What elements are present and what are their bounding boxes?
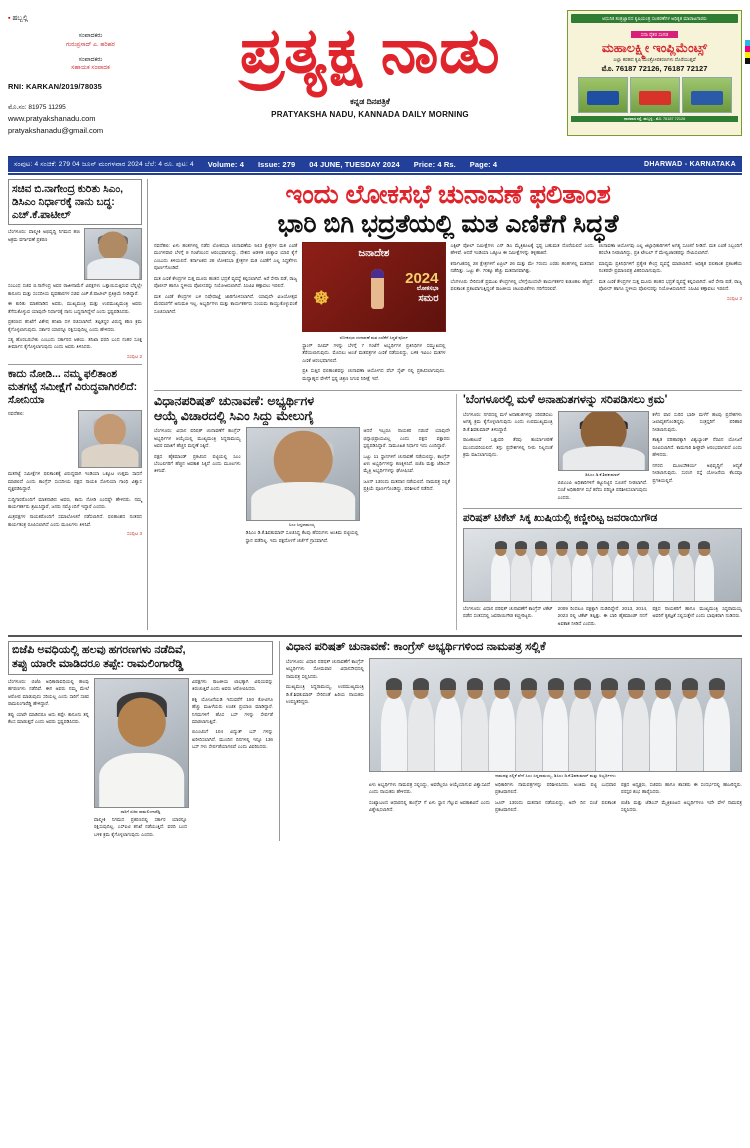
bottom-right-col-4-p2: ಬಿಜೆಪಿ ಮತ್ತು ಜೆಡಿಎಸ್ ಮೈತ್ರಿಕೂಟದ ಅಭ್ಯರ್ಥಿಗಳೂ ಇದೇ ವೇಳೆ ನಾಮಪತ್ರ ಸಲ್ಲಿಸಿದರು. [621, 799, 742, 813]
tagline-kannada: ಕನ್ನಡ ದಿನಪತ್ರಿಕೆ [350, 97, 390, 106]
bottom-left-col-3-p1: ವಿಪಕ್ಷಗಳು ರಾಜಕೀಯ ಲಾಭಕ್ಕಾಗಿ ವಿಷಯವನ್ನು ತಿರುಚುತ್ತಿವೆ ಎಂದು ಅವರು ಆರೋಪಿಸಿದರು. [192, 678, 273, 692]
ad-footer-address: ಧಾರವಾಡ ರಸ್ತೆ, ಹುಬ್ಬಳ್ಳಿ - ಮೊ. 76187 72126 [571, 116, 738, 122]
mid-col-1-p1: ಬೆಂಗಳೂರು: ವಿಧಾನ ಪರಿಷತ್ ಚುನಾವಣೆಗೆ ಕಾಂಗ್ರೆಸ್ ಅಭ್ಯರ್ಥಿಗಳ ಆಯ್ಕೆಯಲ್ಲಿ ಮುಖ್ಯಮಂತ್ರಿ ಸಿದ್ದರಾಮಯ್ಯ ಅವರ ಮಾತಿಗೆ ಹೆಚ್ಚಿನ ಮನ್ನಣೆ ಸಿಕ್ಕಿದೆ. [154, 428, 241, 449]
left-story-2-body-3: ಮಿತ್ರಪಕ್ಷಗಳ ನಾಯಕರೊಂದಿಗೆ ಸಮಾಲೋಚನೆ ನಡೆಸಲಾಗಿದೆ. ಫಲಿತಾಂಶದ ನಂತರದ ಕಾರ್ಯತಂತ್ರ ರೂಪಿಸಲಾಗಿದೆ ಎಂದು ಮೂಲಗಳು ತಿಳಿಸಿವೆ. [8, 514, 142, 527]
mid-story-headline-1: ವಿಧಾನಪರಿಷತ್ ಚುನಾವಣೆ: ಅಭ್ಯರ್ಥಿಗಳ [154, 394, 314, 409]
graphic-sub-1: ಲೋಕಸಭಾ [416, 286, 439, 293]
bottom-right-col-2 [369, 781, 490, 817]
election-graphic [302, 242, 445, 332]
left-story-1-photo [84, 228, 142, 280]
bottom-right-col-3-p1: ಅಧಿಕಾರಿಗಳು ನಾಮಪತ್ರಗಳನ್ನು ಪರಿಶೀಲಿಸಿದರು. ಅಂತಿಮ ಪಟ್ಟಿ ಬುಧವಾರ ಪ್ರಕಟವಾಗಲಿದೆ. [495, 782, 616, 795]
right-story-photo [558, 411, 650, 471]
right-photo-story-group-photo [463, 528, 742, 602]
left-story-1-byline: ಬೆಂಗಳೂರು: ವಾಲ್ಮೀಕಿ ಅಭಿವೃದ್ಧಿ ನಿಗಮದ ಹಣ ಅಕ್ರಮ ವರ್ಗಾವಣೆ ಪ್ರಕರಣ [8, 229, 80, 242]
graphic-sub-2: ಸಮರ [418, 293, 439, 305]
left-story-1-body-3: ಪ್ರಕರಣದ ತನಿಖೆಗೆ ವಿಶೇಷ ತನಿಖಾ ದಳ ರಚಿಸಲಾಗಿದೆ. ತಪ್ಪಿತಸ್ಥರ ವಿರುದ್ಧ ಕಠಿಣ ಕ್ರಮ ಕೈಗೊಳ್ಳಲಾಗುವುದು. ಸರ್ಕಾರ ಯಾರನ್ನೂ ರಕ್ಷಿಸುವುದಿಲ್ಲ ಎಂದು ಹೇಳಿದರು. [8, 319, 142, 332]
bottom-left-photo [94, 678, 189, 808]
contact-email[interactable]: pratyakshanadu@gmail.com [8, 126, 104, 136]
masthead-contact [8, 103, 173, 137]
bottom-left-col-3-p3: ಬಿಎಂಟಿಸಿಗೆ 104 ವಿದ್ಯುತ್ ಬಸ್ ಗಳನ್ನು ಖರೀದಿಸಲಾಗಿದೆ. ಮುಂದಿನ ದಿನಗಳಲ್ಲಿ ಇನ್ನೂ 136 ಬಸ್ ಗಳು ಸೇರ್ಪಡೆಯಾಗಲಿವೆ ಎಂದು ವಿವರಿಸಿದರು. [192, 729, 273, 750]
mid-story-headline-2: ಆಯ್ಕೆ ವಿಚಾರದಲ್ಲಿ ಸಿಎಂ ಸಿದ್ದು ಮೇಲುಗೈ [154, 409, 314, 424]
right-col-2-p1: ಬಿಬಿಎಂಪಿ ಅಧಿಕಾರಿಗಳಿಗೆ ಕಟ್ಟುನಿಟ್ಟಿನ ಸೂಚನೆ ನೀಡಲಾಗಿದೆ. ಸಂಜೆ ಅಧಿಕಾರಿಗಳ ಸಭೆ ಕರೆದು ಪರಿಸ್ಥಿತಿ ಪರಿಶೀಲಿಸಲಾಗುವುದು ಎಂದರು. [557, 480, 648, 500]
editor-name-2: ಸಹಾಯಕ ಸಂಪಾದಕ [71, 64, 110, 71]
masthead-left-info [8, 6, 173, 137]
issue-number: Issue: 279 [257, 160, 296, 169]
lead-headline-line-1: ಇಂದು ಲೋಕಸಭೆ ಚುನಾವಣೆ ಫಲಿತಾಂಶ [285, 179, 611, 209]
tagline-english: PRATYAKSHA NADU, KANNADA DAILY MORNING [271, 110, 469, 119]
lead-col-1-p1: ನವದೆಹಲಿ: ಏಳು ಹಂತಗಳಲ್ಲಿ ನಡೆದ ಲೋಕಸಭಾ ಚುನಾವಣೆಯ 543 ಕ್ಷೇತ್ರಗಳ ಮತ ಎಣಿಕೆ ಮಂಗಳವಾರ ಬೆಳಗ್ಗೆ 8 ಗಂಟೆಯಿಂದ ಆರಂಭವಾಗಲಿದ್ದು, ದೇಶದ ಆಡಳಿತ ಚುಕ್ಕಾಣಿ ಯಾರ ಕೈಗೆ ಎಂಬುದು ತಿಳಿಯಲಿದೆ. ಕರ್ನಾಟಕದ 28 ಲೋಕಸಭಾ ಕ್ಷೇತ್ರಗಳ ಮತ ಎಣಿಕೆಗೆ ಎಲ್ಲ ಸಿದ್ಧತೆಗಳು ಪೂರ್ಣಗೊಂಡಿವೆ. [154, 243, 298, 271]
ad-subtitle: ಎಲ್ಲಾ ತರಹದ ಕೃಷಿ ಯಂತ್ರೋಪಕರಣಗಳು ದೊರೆಯುತ್ತವೆ [613, 57, 696, 63]
bottom-right-col-4-p1: ಪಕ್ಷದ ಅಧ್ಯಕ್ಷರು, ಸಚಿವರು ಹಾಗೂ ಶಾಸಕರು ಈ ಸಂದರ್ಭದಲ್ಲಿ ಹಾಜರಿದ್ದರು. ಪರಸ್ಪರ ಶುಭ ಹಾರೈಸಿದರು. [621, 782, 742, 795]
mid-story-photo [246, 427, 361, 521]
left-story-2-body-2: ಸುದ್ದಿಗಾರರೊಂದಿಗೆ ಮಾತನಾಡಿದ ಅವರು, ಕಾದು ನೋಡಿ ಎಂದಷ್ಟೇ ಹೇಳಿದರು. ನಮ್ಮ ಕಾರ್ಯಕರ್ತರು ಶ್ರಮಿಸಿದ್ದಾರೆ, ಜನರು ನಮ್ಮೊಂದಿಗೆ ಇದ್ದಾರೆ ಎಂದರು. [8, 496, 142, 509]
right-photo-story[interactable] [463, 508, 742, 630]
editor-label-1: ಸಂಪಾದಕರು [78, 33, 103, 40]
mid-col-3 [363, 427, 450, 547]
right-story[interactable] [456, 394, 742, 630]
bottom-right-col-1 [286, 658, 364, 817]
ad-image-plough [578, 77, 628, 113]
masthead-bullet: ▪ ಹಬ್ಬಲ್ಲಿ [8, 15, 29, 22]
cmyk-registration-marks [745, 40, 750, 64]
left-story-2[interactable] [8, 364, 142, 536]
ad-ribbon: ಸದಾ ರೈತರ ಸಂಗಡ [631, 31, 678, 38]
ad-phone: ಮೊ. 76187 72126, 76187 72127 [601, 64, 708, 74]
left-story-2-headline: ಕಾದು ನೋಡಿ... ನಮ್ಮ ಫಲಿತಾಂಶ ಮತಗಟ್ಟೆ ಸಮೀಕ್ಷೆಗೆ ವಿರುದ್ಧವಾಗಿರಲಿದೆ: ಸೋನಿಯಾ [8, 367, 138, 407]
right-photo-col-2-p: 2009 ರಿಂದಲೂ ಪಕ್ಷಕ್ಕಾಗಿ ದುಡಿದಿದ್ದೇನೆ. 2013, 2014, 2023 ರಲ್ಲಿ ಟಿಕೆಟ್ ತಪ್ಪಿತ್ತು. ಈ ಬಾರಿ ಹೈಕಮಾಂಡ್ ನನಗೆ ಅವಕಾಶ ನೀಡಿದೆ ಎಂದರು. [557, 605, 648, 626]
right-photo-col-3 [652, 605, 742, 630]
ad-product-images [571, 77, 738, 113]
bottom-right-col-1-p2: ಮುಖ್ಯಮಂತ್ರಿ ಸಿದ್ದರಾಮಯ್ಯ, ಉಪಮುಖ್ಯಮಂತ್ರಿ ಡಿ.ಕೆ.ಶಿವಕುಮಾರ್ ಸೇರಿದಂತೆ ಹಿರಿಯ ನಾಯಕರು ಉಪಸ್ಥಿತರಿದ್ದರು. [286, 684, 364, 705]
rni-number: RNI: KARKAN/2019/78035 [8, 81, 102, 91]
lead-headline [154, 179, 742, 242]
lead-col-4-p1: ಚುನಾವಣಾ ಆಯೋಗವು ಎಲ್ಲ ಜಿಲ್ಲಾಧಿಕಾರಿಗಳಿಗೆ ಅಗತ್ಯ ಸೂಚನೆ ನೀಡಿದೆ. ಮತ ಎಣಿಕೆ ಸಿಬ್ಬಂದಿಗೆ ತರಬೇತಿ ನೀಡಲಾಗಿದ್ದು, ಪ್ರತಿ ಟೇಬಲ್ ಗೆ ಮೇಲ್ವಿಚಾರಕರನ್ನು ನೇಮಿಸಲಾಗಿದೆ. [598, 243, 742, 256]
ad-top-line: ಆಧುನಿಕ ತಂತ್ರಜ್ಞಾನದ ಕೃಷಿಯಂತ್ರ ಸಲಕರಣೆಗಳ ಅಧಿಕೃತ ಮಾರಾಟಗಾರರು [571, 14, 738, 23]
bottom-left-headline-1: ಬಿಜೆಪಿ ಅವಧಿಯಲ್ಲಿ ಹಲವು ಹಗರಣಗಳು ನಡೆದಿವೆ, [12, 644, 186, 657]
right-col-1 [463, 411, 553, 504]
right-col-1-p2: ರಾಜಕಾಲುವೆ ಒತ್ತುವರಿ ತೆರವು ಕಾರ್ಯಾಚರಣೆ ಮುಂದುವರಿಯಲಿದೆ. ತಗ್ಗು ಪ್ರದೇಶಗಳಲ್ಲಿ ನೀರು ನಿಲ್ಲದಂತೆ ಕ್ರಮ ವಹಿಸಲಾಗುವುದು. [463, 437, 553, 458]
lead-col-3-p2: ಕರ್ನಾಟಕದಲ್ಲಿ 28 ಕ್ಷೇತ್ರಗಳಿಗೆ ಏಪ್ರಿಲ್ 26 ಮತ್ತು ಮೇ 7ರಂದು ಎರಡು ಹಂತಗಳಲ್ಲಿ ಮತದಾನ ನಡೆದಿತ್ತು. ಒಟ್ಟು ಶೇ. 70ಕ್ಕೂ ಹೆಚ್ಚು ಮತದಾನವಾಗಿತ್ತು. [450, 260, 594, 274]
lead-continued: ಸಂಪುಟ 2 [726, 295, 742, 301]
left-story-2-body-1: ಮತಗಟ್ಟೆ ಸಮೀಕ್ಷೆಗಳ ಫಲಿತಾಂಶಕ್ಕೆ ವಿರುದ್ಧವಾಗಿ ಇಂಡಿಯಾ ಒಕ್ಕೂಟ ಉತ್ತಮ ಸಾಧನೆ ಮಾಡಲಿದೆ ಎಂದು ಕಾಂಗ್ರೆಸ್ ಸಂಸದೀಯ ಪಕ್ಷದ ನಾಯಕಿ ಸೋನಿಯಾ ಗಾಂಧಿ ವಿಶ್ವಾಸ ವ್ಯಕ್ತಪಡಿಸಿದ್ದಾರೆ. [8, 471, 142, 492]
issue-pages: Page: 4 [469, 160, 498, 169]
bottom-left-story[interactable] [8, 641, 280, 841]
masthead-center [173, 6, 567, 119]
inked-finger-icon [371, 269, 384, 309]
left-story-1[interactable] [8, 179, 142, 359]
middle-band [154, 390, 742, 630]
lead-col-4-p2: ಮಾಧ್ಯಮ ಪ್ರತಿನಿಧಿಗಳಿಗೆ ಪ್ರತ್ಯೇಕ ಕೇಂದ್ರ ವ್ಯವಸ್ಥೆ ಮಾಡಲಾಗಿದೆ. ಅಧಿಕೃತ ಫಲಿತಾಂಶ ಪ್ರಕಟಣೆಯ ನಂತರವೇ ಪ್ರಮಾಣಪತ್ರ ವಿತರಿಸಲಾಗುವುದು. [598, 260, 742, 274]
editor-label-2: ಸಂಪಾದಕರು [78, 56, 103, 63]
mid-col-3-p2: ಒಟ್ಟು 11 ಸ್ಥಾನಗಳಿಗೆ ಚುನಾವಣೆ ನಡೆಯಲಿದ್ದು, ಕಾಂಗ್ರೆಸ್ ಏಳು ಅಭ್ಯರ್ಥಿಗಳನ್ನು ಕಣಕ್ಕಿಳಿಸಿದೆ. ಬಿಜೆಪಿ ಮತ್ತು ಜೆಡಿಎಸ್ ಮೈತ್ರಿ ಅಭ್ಯರ್ಥಿಗಳನ್ನು ಘೋಷಿಸಿವೆ. [363, 453, 451, 474]
contact-website[interactable]: www.pratyakshanadu.com [8, 114, 96, 124]
left-story-1-body-4: ಸತ್ಯ ಹೊರಬರಬೇಕು ಎಂಬುದು ಸರ್ಕಾರದ ಆಶಯ. ತನಿಖಾ ವರದಿ ಬಂದ ನಂತರ ಸೂಕ್ತ ತೀರ್ಮಾನ ಕೈಗೊಳ್ಳಲಾಗುವುದು ಎಂದು ಅವರು ತಿಳಿಸಿದರು. [8, 337, 142, 350]
ad-image-rotavator [630, 77, 680, 113]
left-story-2-byline: ನವದೆಹಲಿ: [8, 411, 25, 417]
lead-col-1-p3: ಮತ ಎಣಿಕೆ ಕೇಂದ್ರಗಳ ಬಳಿ ನಿಷೇಧಾಜ್ಞೆ ಜಾರಿಗೊಳಿಸಲಾಗಿದೆ. ಯಾವುದೇ ವಿಜಯೋತ್ಸವ ಮೆರವಣಿಗೆಗೆ ಅನುಮತಿ ಇಲ್ಲ. ಅಭ್ಯರ್ಥಿಗಳು ಮತ್ತು ಕಾರ್ಯಕರ್ತರು ಸಂಯಮ ಕಾಯ್ದುಕೊಳ್ಳುವಂತೆ ಸೂಚಿಸಲಾಗಿದೆ. [154, 293, 298, 314]
bottom-right-col-3 [495, 781, 616, 817]
bottom-left-col-2 [94, 678, 187, 841]
bottom-left-col-2-p1: ವಾಲ್ಮೀಕಿ ನಿಗಮದ ಪ್ರಕರಣದಲ್ಲಿ ಸರ್ಕಾರ ಯಾರನ್ನೂ ರಕ್ಷಿಸುವುದಿಲ್ಲ. ಎಸ್ಐಟಿ ತನಿಖೆ ನಡೆಯುತ್ತಿದೆ. ವರದಿ ಬಂದ ಬಳಿಕ ಕ್ರಮ ಕೈಗೊಳ್ಳಲಾಗುವುದು ಎಂದರು. [93, 816, 188, 837]
left-sidebar-column [8, 179, 148, 630]
issue-date: 04 JUNE, TUESDAY 2024 [309, 160, 400, 169]
left-story-1-body-1: ಸಂಬಂಧ ಸಚಿವ ಬಿ.ನಾಗೇಂದ್ರ ಅವರ ರಾಜೀನಾಮೆಗೆ ವಿಪಕ್ಷಗಳು ಒತ್ತಾಯಿಸುತ್ತಿರುವ ಬೆನ್ನಲ್ಲೇ ಕಾನೂನು ಮತ್ತು ಸಂಸದೀಯ ವ್ಯವಹಾರಗಳ ಸಚಿವ ಎಚ್.ಕೆ.ಪಾಟೀಲ್ ಪ್ರತಿಕ್ರಿಯೆ ನೀಡಿದ್ದಾರೆ. [8, 283, 142, 296]
right-col-3-p2: ಶಾಶ್ವತ ಪರಿಹಾರಕ್ಕಾಗಿ ವಿಶ್ವಬ್ಯಾಂಕ್ ನೆರವಿನ ಯೋಜನೆ ರೂಪಿಸಲಾಗಿದೆ. ಕಾಮಗಾರಿ ಶೀಘ್ರವೇ ಆರಂಭವಾಗಲಿದೆ ಎಂದು ಹೇಳಿದರು. [652, 437, 743, 458]
bottom-band [8, 635, 742, 841]
bottom-right-story[interactable] [280, 641, 742, 841]
bottom-right-headline: ವಿಧಾನ ಪರಿಷತ್ ಚುನಾವಣೆ: ಕಾಂಗ್ರೆಸ್ ಅಭ್ಯರ್ಥಿಗಳಿಂದ ನಾಮಪತ್ರ ಸಲ್ಲಿಕೆ [286, 641, 546, 654]
left-story-1-headline: ಸಚಿವ ಬಿ.ನಾಗೇಂದ್ರ ಕುರಿತು ಸಿಎಂ, ಡಿಸಿಎಂ ನಿರ್ಧಾರಕ್ಕೆ ನಾನು ಬದ್ಧ: ಎಚ್.ಕೆ.ಪಾಟೀಲ್ [12, 183, 124, 222]
bottom-left-photo-caption: ಸಾರಿಗೆ ಸಚಿವ ರಾಮಲಿಂಗಾರೆಡ್ಡಿ [120, 808, 161, 814]
issue-volume: Volume: 4 [207, 160, 244, 169]
lead-col-4 [599, 242, 742, 385]
bottom-right-col-1-p1: ಬೆಂಗಳೂರು: ವಿಧಾನ ಪರಿಷತ್ ಚುನಾವಣೆಗೆ ಕಾಂಗ್ರೆಸ್ ಅಭ್ಯರ್ಥಿಗಳು ಸೋಮವಾರ ವಿಧಾನಸೌಧದಲ್ಲಿ ನಾಮಪತ್ರ ಸಲ್ಲಿಸಿದರು. [286, 659, 364, 679]
lead-col-1 [154, 242, 297, 385]
issue-price: Price: 4 Rs. [413, 160, 456, 169]
bottom-right-col-2-p2: ಸಂಖ್ಯಾಬಲದ ಆಧಾರದಲ್ಲಿ ಕಾಂಗ್ರೆಸ್ ಗೆ ಏಳು ಸ್ಥಾನ ಗೆಲ್ಲುವ ಅವಕಾಶವಿದೆ ಎಂದು ವಿಶ್ಲೇಷಿಸಲಾಗಿದೆ. [369, 799, 490, 813]
left-story-2-photo [78, 410, 142, 468]
graphic-year: 2024 [405, 270, 439, 288]
right-col-1-p1: ಬೆಂಗಳೂರು: ನಗರದಲ್ಲಿ ಮಳೆ ಅನಾಹುತಗಳನ್ನು ಸರಿಪಡಿಸಲು ಅಗತ್ಯ ಕ್ರಮ ಕೈಗೊಳ್ಳಲಾಗುವುದು ಎಂದು ಉಪಮುಖ್ಯಮಂತ್ರಿ ಡಿ.ಕೆ.ಶಿವಕುಮಾರ್ ತಿಳಿಸಿದ್ದಾರೆ. [463, 412, 553, 432]
editor-name-1: ಗುರುಪ್ರಸಾದ್ ಎ. ಹರಿಹರ [66, 41, 115, 48]
mid-col-1 [154, 427, 241, 547]
right-col-3-p3: ನಗರದ ಮೂಲಸೌಕರ್ಯ ಅಭಿವೃದ್ಧಿಗೆ ಆದ್ಯತೆ ನೀಡಲಾಗುವುದು. ಸುರಂಗ ರಸ್ತೆ ಯೋಜನೆಯ ಕೆಲಸವೂ ಪ್ರಗತಿಯಲ್ಲಿದೆ. [652, 462, 743, 483]
bottom-right-col-3-p2: ಜೂನ್ 13ರಂದು ಮತದಾನ ನಡೆಯಲಿದ್ದು, ಅದೇ ದಿನ ಸಂಜೆ ಫಲಿತಾಂಶ ಪ್ರಕಟವಾಗಲಿದೆ. [495, 799, 616, 813]
left-story-1-body-2: ಈ ಕುರಿತು ಮಾತನಾಡಿದ ಅವರು, ಮುಖ್ಯಮಂತ್ರಿ ಮತ್ತು ಉಪಮುಖ್ಯಮಂತ್ರಿ ಅವರು ತೆಗೆದುಕೊಳ್ಳುವ ಯಾವುದೇ ನಿರ್ಧಾರಕ್ಕೆ ನಾನು ಬದ್ಧನಾಗಿದ್ದೇನೆ ಎಂದು ಸ್ಪಷ್ಟಪಡಿಸಿದರು. [8, 301, 142, 314]
lead-story-columns [154, 242, 742, 385]
masthead [8, 6, 742, 154]
right-photo-story-headline: ಪರಿಷತ್ ಟಿಕೆಟ್ ಸಿಕ್ಕ ಖುಷಿಯಲ್ಲಿ ಕಣ್ಣೀರಿಟ್ಟ ಜವರಾಯಿಗೌಡ [463, 512, 658, 525]
right-story-headline: 'ಬೆಂಗಳೂರಲ್ಲಿ ಮಳೆ ಅನಾಹುತಗಳನ್ನು ಸರಿಪಡಿಸಲು ಕ್ರಮ' [463, 394, 668, 407]
lead-col-1-p2: ಮತ ಎಣಿಕೆ ಕೇಂದ್ರಗಳ ಸುತ್ತ ಮೂರು ಹಂತದ ಭದ್ರತೆ ವ್ಯವಸ್ಥೆ ಕಲ್ಪಿಸಲಾಗಿದೆ. ಅರೆ ಸೇನಾ ಪಡೆ, ರಾಜ್ಯ ಪೊಲೀಸ್ ಹಾಗೂ ಸ್ಥಳೀಯ ಪೊಲೀಸರನ್ನು ನಿಯೋಜಿಸಲಾಗಿದೆ. ಸಿಸಿಟಿವಿ ಕಣ್ಗಾವಲು ಇರಲಿದೆ. [154, 275, 298, 289]
lead-col-3-p1: ಎಕ್ಸಿಟ್ ಪೋಲ್ ಸಮೀಕ್ಷೆಗಳು ಎನ್ ಡಿಎ ಮೈತ್ರಿಕೂಟಕ್ಕೆ ಸ್ಪಷ್ಟ ಬಹುಮತ ದೊರೆಯಲಿದೆ ಎಂದು ಹೇಳಿವೆ. ಆದರೆ ಇಂಡಿಯಾ ಒಕ್ಕೂಟ ಈ ಸಮೀಕ್ಷೆಗಳನ್ನು ತಳ್ಳಿಹಾಕಿದೆ. [450, 243, 594, 256]
main-column [148, 179, 742, 630]
newspaper-logo: ಪ್ರತ್ಯಕ್ಷ ನಾಡು [239, 16, 501, 86]
right-col-3 [652, 411, 742, 504]
issue-info-kannada: ಸಂಪುಟ: 4 ಸಂಚಿಕೆ: 279 04 ಜೂನ್ ಮಂಗಳವಾರ 2024 ಬೆಲೆ: 4 ರೂ. ಪುಟ: 4 [14, 160, 194, 168]
page-body [8, 179, 742, 630]
ad-title: ಮಹಾಲಕ್ಷ್ಮೀ ಇಂಪ್ಲಿಮೆಂಟ್ಸ್ [601, 41, 708, 55]
right-col-2 [558, 411, 648, 504]
swastika-icon: ☸ [313, 288, 330, 309]
right-photo-col-3-p: ಪಕ್ಷದ ನಾಯಕರಿಗೆ ಹಾಗೂ ಮುಖ್ಯಮಂತ್ರಿ ಸಿದ್ದರಾಮಯ್ಯ ಅವರಿಗೆ ಕೃತಜ್ಞತೆ ಸಲ್ಲಿಸುತ್ತೇನೆ ಎಂದು ಭಾವುಕರಾಗಿ ನುಡಿದರು. [652, 605, 743, 619]
mid-col-2 [246, 427, 359, 547]
left-story-1-continued: ಸಂಪುಟ 2 [126, 353, 142, 359]
ad-image-trailer [682, 77, 732, 113]
right-story-caption: ಡಿಸಿಎಂ ಡಿ.ಕೆ.ಶಿವಕುಮಾರ್ [585, 472, 620, 478]
lead-headline-line-2: ಭಾರಿ ಬಿಗಿ ಭದ್ರತೆಯಲ್ಲಿ ಮತ ಎಣಿಕೆಗೆ ಸಿದ್ಧತೆ [277, 209, 619, 238]
graphic-title: ಜನಾದೇಶ [358, 248, 390, 260]
election-graphic-caption: ಲೋಕಸಭಾ ಚುನಾವಣೆ ಮತ ಎಣಿಕೆಗೆ ಸಿದ್ಧತೆ ಪೂರ್ಣ [339, 335, 409, 341]
mid-col-1-p2: ಪಕ್ಷದ ಹೈಕಮಾಂಡ್ ಪ್ರಕಟಿಸಿದ ಪಟ್ಟಿಯಲ್ಲಿ ಸಿಎಂ ಬೆಂಬಲಿಗರಿಗೆ ಹೆಚ್ಚಿನ ಅವಕಾಶ ಸಿಕ್ಕಿದೆ ಎಂದು ಮೂಲಗಳು ತಿಳಿಸಿವೆ. [154, 453, 241, 474]
mid-col-2-p1: ಡಿಸಿಎಂ ಡಿ.ಕೆ.ಶಿವಕುಮಾರ್ ಸೂಚಿಸಿದ್ದ ಕೆಲವು ಹೆಸರುಗಳು ಅಂತಿಮ ಪಟ್ಟಿಯಲ್ಲಿ ಸ್ಥಾನ ಪಡೆದಿಲ್ಲ. ಇದು ಪಕ್ಷದೊಳಗೆ ಚರ್ಚೆಗೆ ಗ್ರಾಸವಾಗಿದೆ. [245, 530, 359, 543]
bottom-left-col-1-p2: ತಪ್ಪು ಯಾರೇ ಮಾಡಿದರೂ ಅದು ತಪ್ಪೇ. ಕಾನೂನು ತನ್ನ ಕೆಲಸ ಮಾಡುತ್ತದೆ ಎಂದು ಅವರು ಸ್ಪಷ್ಟಪಡಿಸಿದರು. [8, 711, 89, 724]
left-story-2-continued: ಸಂಪುಟ 3 [126, 531, 142, 537]
bottom-left-col-1-p1: ಬೆಂಗಳೂರು: ಬಿಜೆಪಿ ಅಧಿಕಾರಾವಧಿಯಲ್ಲಿ ಹಲವು ಹಗರಣಗಳು ನಡೆದಿವೆ. ಈಗ ಅವರು ನಮ್ಮ ಮೇಲೆ ಆರೋಪ ಮಾಡುವುದು ಸರಿಯಲ್ಲ ಎಂದು ಸಾರಿಗೆ ಸಚಿವ ರಾಮಲಿಂಗಾರೆಡ್ಡಿ ಹೇಳಿದ್ದಾರೆ. [8, 678, 89, 707]
right-photo-col-1 [463, 605, 553, 630]
masthead-advertisement[interactable] [567, 10, 742, 136]
bottom-left-col-1 [8, 678, 89, 841]
lead-col-4-p3: ಮತ ಎಣಿಕೆ ಕೇಂದ್ರಗಳ ಸುತ್ತ ಮೂರು ಹಂತದ ಭದ್ರತೆ ವ್ಯವಸ್ಥೆ ಕಲ್ಪಿಸಲಾಗಿದೆ. ಅರೆ ಸೇನಾ ಪಡೆ, ರಾಜ್ಯ ಪೊಲೀಸ್ ಹಾಗೂ ಸ್ಥಳೀಯ ಪೊಲೀಸರನ್ನು ನಿಯೋಜಿಸಲಾಗಿದೆ. ಸಿಸಿಟಿವಿ ಕಣ್ಗಾವಲು ಇರಲಿದೆ. [598, 278, 742, 292]
mid-col-3-p3: ಜೂನ್ 13ರಂದು ಮತದಾನ ನಡೆಯಲಿದೆ. ನಾಮಪತ್ರ ಸಲ್ಲಿಕೆ ಪ್ರಕ್ರಿಯೆ ಪೂರ್ಣಗೊಂಡಿದ್ದು, ಪರಿಶೀಲನೆ ನಡೆದಿದೆ. [363, 478, 451, 492]
mid-story[interactable] [154, 394, 456, 630]
bottom-left-col-3-p2: ಶಕ್ತಿ ಯೋಜನೆಯಡಿ ಇದುವರೆಗೆ 150 ಕೋಟಿಗೂ ಹೆಚ್ಚು ಮಹಿಳೆಯರು ಉಚಿತ ಪ್ರಯಾಣ ಮಾಡಿದ್ದಾರೆ. ನಿಗಮಗಳಿಗೆ ಹೊಸ ಬಸ್ ಗಳನ್ನು ಸೇರ್ಪಡೆ ಮಾಡಲಾಗುತ್ತಿದೆ. [192, 696, 273, 724]
lead-col-3 [451, 242, 594, 385]
bottom-right-group-photo [369, 658, 742, 772]
contact-phone: ಮೊ.ಸಂ: 81975 11295 [8, 103, 66, 111]
right-photo-col-1-p: ಬೆಂಗಳೂರು: ವಿಧಾನ ಪರಿಷತ್ ಚುನಾವಣೆಗೆ ಕಾಂಗ್ರೆಸ್ ಟಿಕೆಟ್ ಪಡೆದ ಸಂತಸದಲ್ಲಿ ಜವರಾಯಿಗೌಡ ಕಣ್ಣೀರಿಟ್ಟರು. [463, 605, 553, 619]
editor-block [31, 32, 151, 71]
right-col-3-p1: ಕಳೆದ ವಾರ ಸುರಿದ ಭಾರೀ ಮಳೆಗೆ ಹಲವು ಪ್ರದೇಶಗಳು ಜಲಾವೃತಗೊಂಡಿದ್ದವು. ಸಂತ್ರಸ್ತರಿಗೆ ಪರಿಹಾರ ನೀಡಲಾಗುವುದು. [652, 412, 743, 432]
mid-col-3-p1: ಆದರೆ ಇಬ್ಬರೂ ನಾಯಕರ ನಡುವೆ ಯಾವುದೇ ಭಿನ್ನಾಭಿಪ್ರಾಯವಿಲ್ಲ ಎಂದು ಪಕ್ಷದ ವಕ್ತಾರರು ಸ್ಪಷ್ಟಪಡಿಸಿದ್ದಾರೆ. ಸಾಮೂಹಿಕ ನಿರ್ಧಾರ ಇದು ಎಂದಿದ್ದಾರೆ. [363, 428, 451, 449]
lead-col-3-p3: ಬೆಂಗಳೂರು ಸೇರಿದಂತೆ ಪ್ರಮುಖ ಕೇಂದ್ರಗಳಲ್ಲಿ ಬೆಳಗ್ಗೆಯಿಂದಲೇ ಕಾರ್ಯಕರ್ತರ ಕುತೂಹಲ ಹೆಚ್ಚಿದೆ. ಫಲಿತಾಂಶ ಪ್ರಕಟವಾಗುತ್ತಿದ್ದಂತೆ ರಾಜಕೀಯ ಚಟುವಟಿಕೆಗಳು ಗರಿಗೆದರಲಿವೆ. [450, 278, 594, 292]
issue-info-bar [8, 156, 742, 172]
right-photo-col-2 [558, 605, 648, 630]
bottom-right-col-4 [621, 781, 742, 817]
bottom-left-col-3 [192, 678, 273, 841]
issue-place: DHARWAD - KARNATAKA [643, 161, 736, 168]
bottom-right-main [369, 658, 742, 817]
bottom-right-photo-caption: ನಾಮಪತ್ರ ಸಲ್ಲಿಕೆ ವೇಳೆ ಸಿಎಂ ಸಿದ್ದರಾಮಯ್ಯ, ಡಿಸಿಎಂ ಡಿ.ಕೆ.ಶಿವಕುಮಾರ್ ಮತ್ತು ಅಭ್ಯರ್ಥಿಗಳು [495, 773, 616, 779]
mid-story-caption: ಸಿಎಂ ಸಿದ್ದರಾಮಯ್ಯ [289, 522, 315, 528]
lead-col-2 [302, 242, 445, 385]
bottom-left-headline-2: ತಪ್ಪು ಯಾರೇ ಮಾಡಿದರೂ ತಪ್ಪೇ: ರಾಮಲಿಂಗಾರೆಡ್ಡಿ [12, 658, 184, 670]
bottom-right-col-2-p1: ಏಳು ಅಭ್ಯರ್ಥಿಗಳು ನಾಮಪತ್ರ ಸಲ್ಲಿಸಿದ್ದು, ಅವರೆಲ್ಲರೂ ಆಯ್ಕೆಯಾಗುವ ವಿಶ್ವಾಸವಿದೆ ಎಂದು ನಾಯಕರು ಹೇಳಿದರು. [369, 782, 490, 795]
header-rule [8, 173, 742, 175]
lead-col-2-p1: ಸ್ಟ್ರಾಂಗ್ ರೂಮ್ ಗಳನ್ನು ಬೆಳಗ್ಗೆ 7 ಗಂಟೆಗೆ ಅಭ್ಯರ್ಥಿಗಳ ಪ್ರತಿನಿಧಿಗಳ ಸಮ್ಮುಖದಲ್ಲಿ ತೆರೆಯಲಾಗುವುದು. ಮೊದಲು ಅಂಚೆ ಮತಪತ್ರಗಳ ಎಣಿಕೆ ನಡೆಯಲಿದ್ದು, ಬಳಿಕ ಇವಿಎಂ ಮತಗಳ ಎಣಿಕೆ ಆರಂಭವಾಗಲಿದೆ. [302, 343, 446, 363]
lead-col-2-p2: ಪ್ರತಿ ಸುತ್ತಿನ ಫಲಿತಾಂಶವನ್ನು ಚುನಾವಣಾ ಆಯೋಗದ ವೆಬ್ ಸೈಟ್ ನಲ್ಲಿ ಪ್ರಕಟಿಸಲಾಗುವುದು. ಮಧ್ಯಾಹ್ನದ ವೇಳೆಗೆ ಸ್ಪಷ್ಟ ಚಿತ್ರಣ ಸಿಗುವ ನಿರೀಕ್ಷೆ ಇದೆ. [302, 368, 446, 381]
